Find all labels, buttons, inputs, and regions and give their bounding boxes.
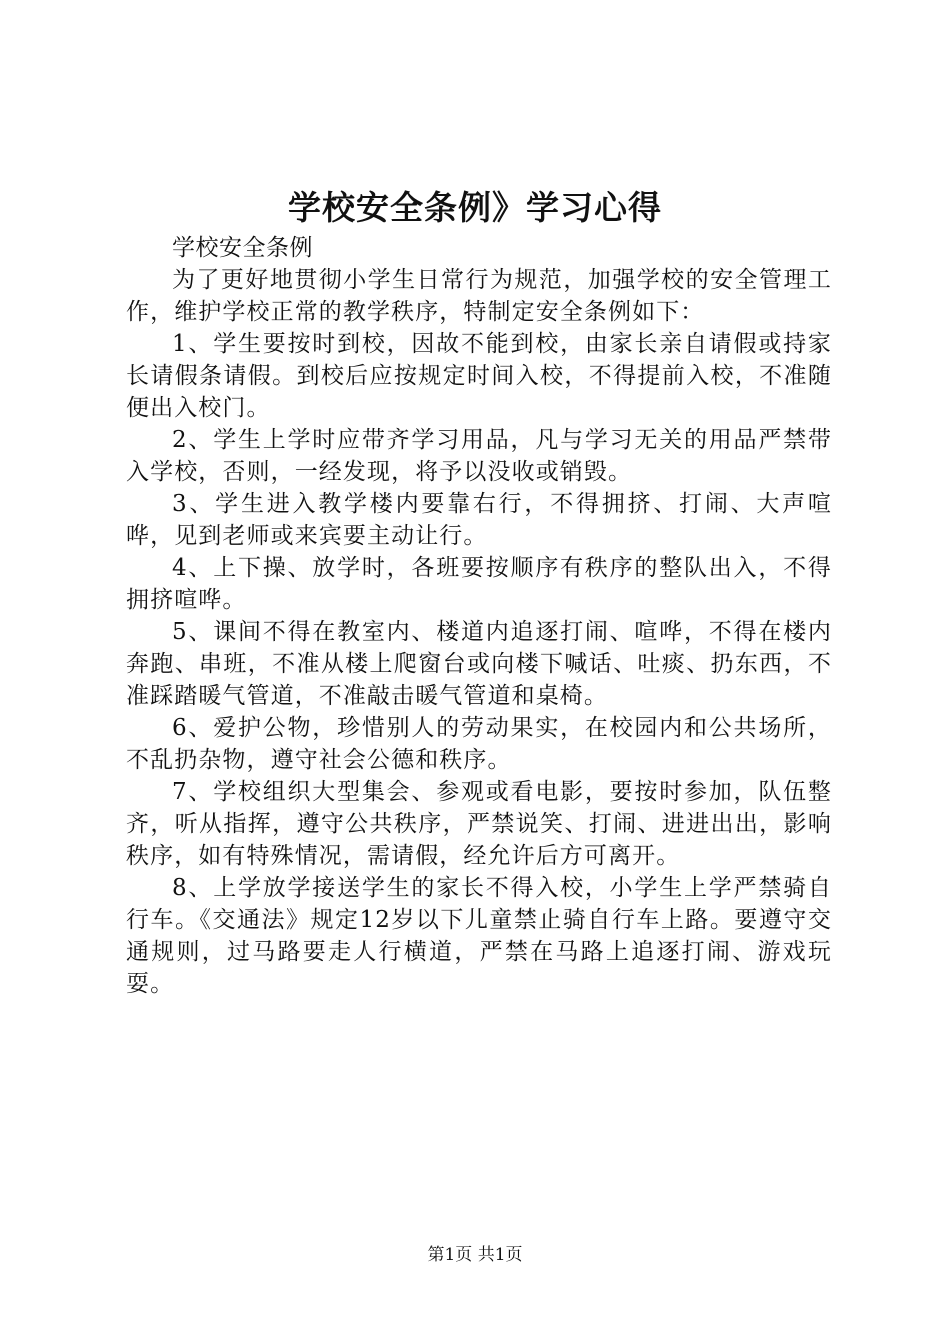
paragraph-subheading: 学校安全条例 (172, 235, 313, 261)
paragraph-rule-3: 3、学生进入教学楼内要靠右行，不得拥挤、打闹、大声喧哗，见到老师或来宾要主动让行。 (126, 491, 832, 549)
paragraph-rule-4: 4、上下操、放学时，各班要按顺序有秩序的整队出入，不得拥挤喧哗。 (126, 555, 832, 613)
paragraph-rule-5: 5、课间不得在教室内、楼道内追逐打闹、喧哗，不得在楼内奔跑、串班，不准从楼上爬窗台或向楼下喊话、吐痰、扔东西，不准踩踏暖气管道，不准敲击暖气管道和桌椅。 (126, 619, 832, 709)
paragraph-rule-2: 2、学生上学时应带齐学习用品，凡与学习无关的用品严禁带入学校，否则，一经发现，将予以没收或销毁。 (126, 427, 832, 485)
paragraph-rule-7: 7、学校组织大型集会、参观或看电影，要按时参加，队伍整齐，听从指挥，遵守公共秩序，严禁说笑、打闹、进进出出，影响秩序，如有特殊情况，需请假，经允许后方可离开。 (126, 779, 832, 869)
paragraph-rule-6: 6、爱护公物，珍惜别人的劳动果实，在校园内和公共场所，不乱扔杂物，遵守社会公德和秩序。 (126, 715, 832, 773)
paragraph-intro: 为了更好地贯彻小学生日常行为规范，加强学校的安全管理工作，维护学校正常的教学秩序，特制定安全条例如下： (126, 267, 832, 325)
page-footer: 第1页 共1页 (427, 1245, 523, 1265)
document-body (126, 232, 832, 1000)
paragraph-rule-1: 1、学生要按时到校，因故不能到校，由家长亲自请假或持家长请假条请假。到校后应按规定时间入校，不得提前入校，不准随便出入校门。 (126, 331, 832, 421)
page-title: 学校安全条例》学习心得 (288, 188, 662, 227)
paragraph-rule-8: 8、上学放学接送学生的家长不得入校，小学生上学严禁骑自行车。《交通法》规定12岁以下儿童禁止骑自行车上路。要遵守交通规则，过马路要走人行横道，严禁在马路上追逐打闹、游戏玩耍。 (126, 875, 832, 997)
